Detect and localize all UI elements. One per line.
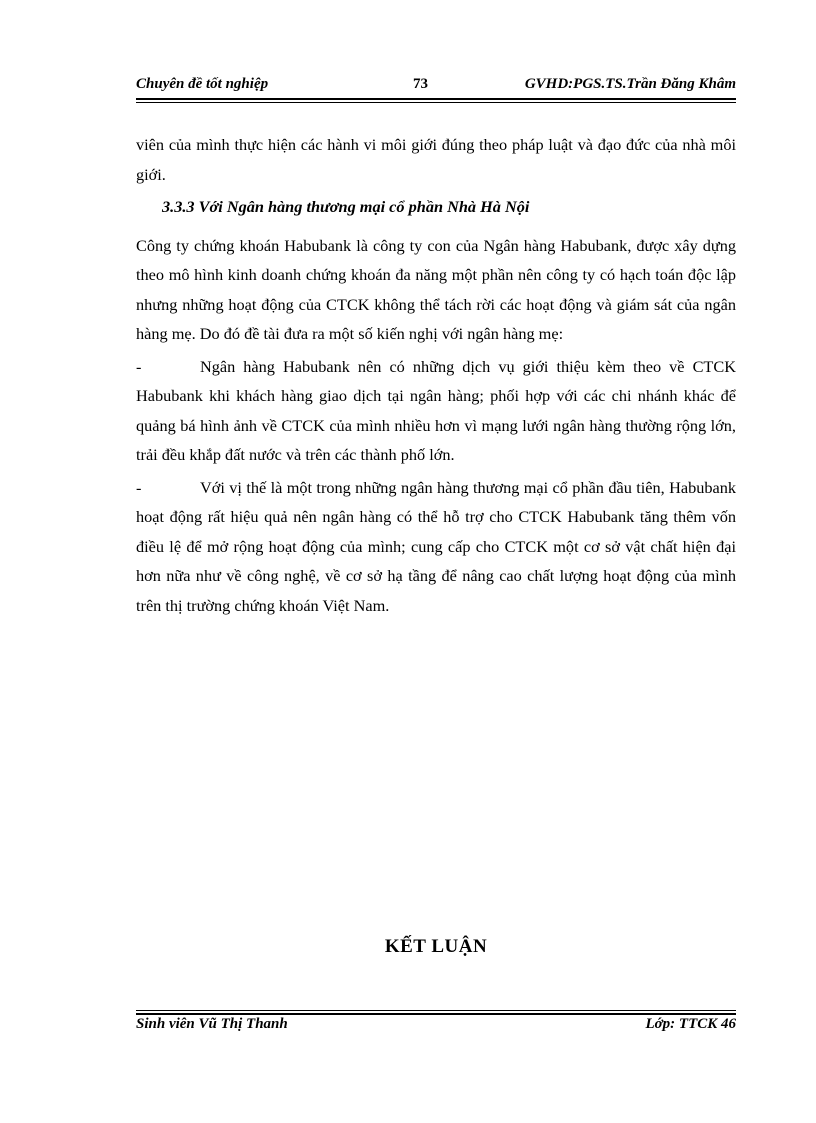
intro-paragraph: Công ty chứng khoán Habubank là công ty con của Ngân hàng Habubank, được xây dựng theo mô hình kinh doanh chứng khoán đa năng một phần nên công ty có hạch toán độc lập nhưng những hoạt động của CTCK không thể tách rời các hoạt động và giám sát của ngân hàng mẹ. Do đó đề tài đưa ra một số kiến nghị với ngân hàng mẹ: <box>136 235 736 343</box>
bullet-item <box>136 352 736 470</box>
header-supervisor: GVHD:PGS.TS.Trần Đăng Khâm <box>524 76 736 92</box>
continuation-paragraph: viên của mình thực hiện các hành vi môi giới đúng theo pháp luật và đạo đức của nhà môi giới. <box>136 135 736 184</box>
page-number: 73 <box>413 76 428 92</box>
footer-rule-thick <box>136 1013 736 1015</box>
section-heading: 3.3.3 Với Ngân hàng thương mại cổ phần Nhà Hà Nội <box>162 197 530 216</box>
page-header <box>136 76 736 98</box>
page-body <box>136 130 736 620</box>
bullet-marker: - <box>136 477 142 497</box>
conclusion-heading: KẾT LUẬN <box>384 936 488 957</box>
header-document-title: Chuyên đề tốt nghiệp <box>136 76 269 92</box>
header-rule-thick <box>136 98 736 100</box>
footer-student-name: Sinh viên Vũ Thị Thanh <box>136 1016 288 1032</box>
bullet-text: Ngân hàng Habubank nên có những dịch vụ giới thiệu kèm theo về CTCK Habubank khi khách hàng giao dịch tại ngân hàng; phối hợp với các chi nhánh khác để quảng bá hình ảnh về CTCK của mình nhiều hơn vì mạng lưới ngân hàng thường rộng lớn, trải đều khắp đất nước và trên các thành phố lớn. <box>136 356 736 464</box>
page-footer <box>136 1016 736 1038</box>
bullet-text: Với vị thế là một trong những ngân hàng thương mại cổ phần đầu tiên, Habubank hoạt động rất hiệu quả nên ngân hàng có thể hỗ trợ cho CTCK Habubank tăng thêm vốn điều lệ để mở rộng hoạt động của mình; cung cấp cho CTCK một cơ sở vật chất hiện đại hơn nữa như về công nghệ, về cơ sở hạ tầng để nâng cao chất lượng hoạt động của mình trên thị trường chứng khoán Việt Nam. <box>136 477 736 615</box>
footer-rule-thin <box>136 1010 736 1011</box>
header-rule-thin <box>136 102 736 103</box>
footer-class: Lớp: TTCK 46 <box>645 1016 736 1032</box>
bullet-marker: - <box>136 356 142 376</box>
bullet-item <box>136 473 736 621</box>
